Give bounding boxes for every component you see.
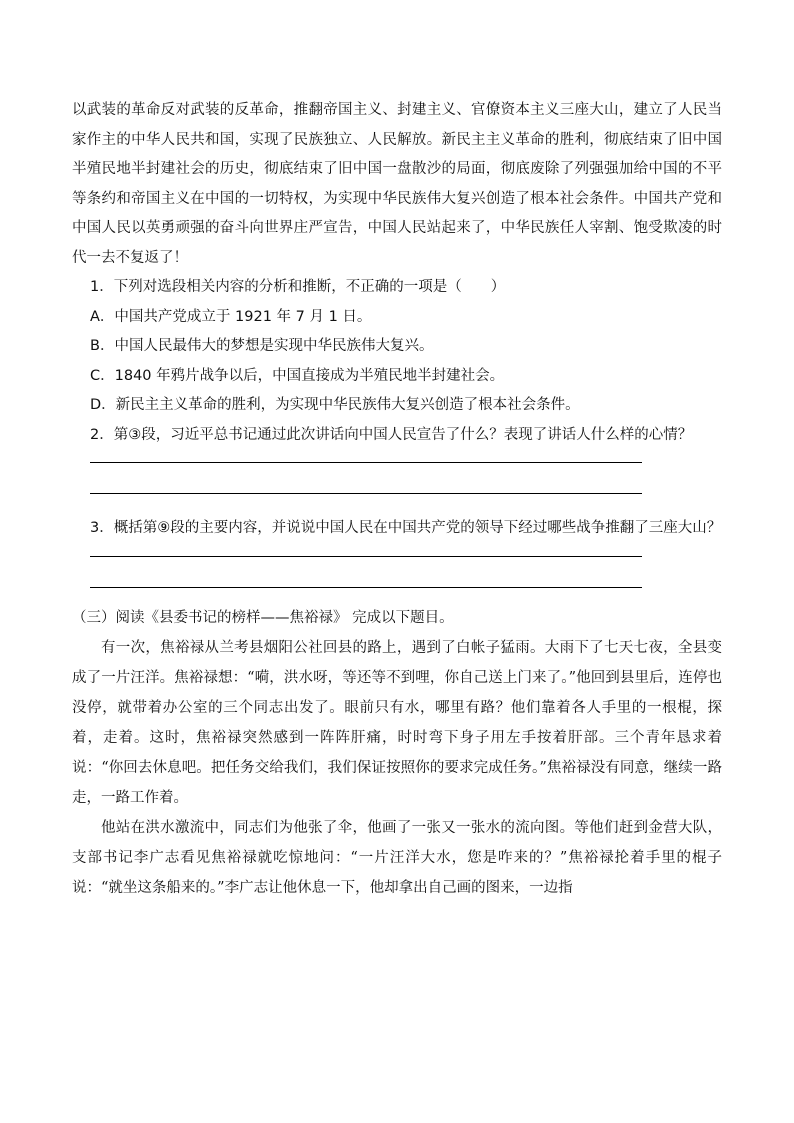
section-3-paragraph-1: 有一次，焦裕禄从兰考县烟阳公社回县的路上，遇到了白帐子猛雨。大雨下了七天七夜，全县变成了一片汪洋。焦裕禄想：“嗬，洪水呀，等还等不到哩，你自己送上门来了。”他回到县里后，连停也没停，就带着办公室的三个同志出发了。眼前只有水，哪里有路？他们靠着各人手里的一根棍，探着，走着。这时，焦裕禄突然感到一阵阵肝痛，时时弯下身子用左手按着肝部。三个青年恳求着说：“你回去休息吧。把任务交给我们，我们保证按照你的要求完成任务。”焦裕禄没有同意，继续一路走，一路工作着。 bbox=[72, 640, 722, 806]
document-page bbox=[72, 96, 722, 903]
question-1-option-b: B．中国人民最伟大的梦想是实现中华民族伟大复兴。 bbox=[90, 338, 434, 354]
question-3 bbox=[72, 514, 722, 588]
question-3-answer-area[interactable] bbox=[72, 544, 722, 588]
section-3-title: （三）阅读《县委书记的榜样——焦裕禄》 完成以下题目。 bbox=[72, 609, 454, 626]
question-2-stem: 2．第③段，习近平总书记通过此次讲话向中国人民宣告了什么？表现了讲话人什么样的心情？ bbox=[90, 426, 693, 443]
passage-intro: 以武装的革命反对武装的反革命，推翻帝国主义、封建主义、官僚资本主义三座大山，建立了人民当家作主的中华人民共和国，实现了民族独立、人民解放。新民主主义革命的胜利，彻底结束了旧中国半殖民地半封建社会的历史，彻底结束了旧中国一盘散沙的局面，彻底废除了列强强加给中国的不平等条约和帝国主义在中国的一切特权，为实现中华民族伟大复兴创造了根本社会条件。中国共产党和中国人民以英勇顽强的奋斗向世界庄严宣告，中国人民站起来了，中华民族任人宰割、饱受欺凌的时代一去不复返了！ bbox=[72, 102, 722, 266]
question-1-stem: 1．下列对选段相关内容的分析和推断，不正确的一项是（ ） bbox=[90, 279, 506, 295]
question-1-option-a: A．中国共产党成立于 1921 年 7 月 1 日。 bbox=[90, 308, 372, 325]
answer-line bbox=[90, 493, 642, 494]
section-3-paragraph-2: 他站在洪水激流中，同志们为他张了伞，他画了一张又一张水的流向图。等他们赶到金营大队，支部书记李广志看见焦裕禄就吃惊地问：“一片汪洋大水，您是咋来的？”焦裕禄抡着手里的棍子说：“就坐这条船来的。”李广志让他休息一下，他却拿出自己画的图来，一边指 bbox=[72, 820, 722, 896]
question-3-stem: 3．概括第⑨段的主要内容，并说说中国人民在中国共产党的领导下经过哪些战争推翻了三座大山？ bbox=[90, 520, 722, 536]
answer-line bbox=[90, 556, 642, 557]
question-1-option-c: C．1840 年鸦片战争以后，中国直接成为半殖民地半封建社会。 bbox=[90, 367, 505, 384]
answer-line bbox=[90, 462, 642, 463]
section-3 bbox=[72, 604, 722, 904]
question-2 bbox=[72, 421, 722, 495]
question-1-option-d: D．新民主主义革命的胜利，为实现中华民族伟大复兴创造了根本社会条件。 bbox=[90, 397, 580, 413]
question-2-answer-area[interactable] bbox=[72, 450, 722, 494]
answer-line bbox=[90, 587, 642, 588]
question-1 bbox=[72, 273, 722, 421]
